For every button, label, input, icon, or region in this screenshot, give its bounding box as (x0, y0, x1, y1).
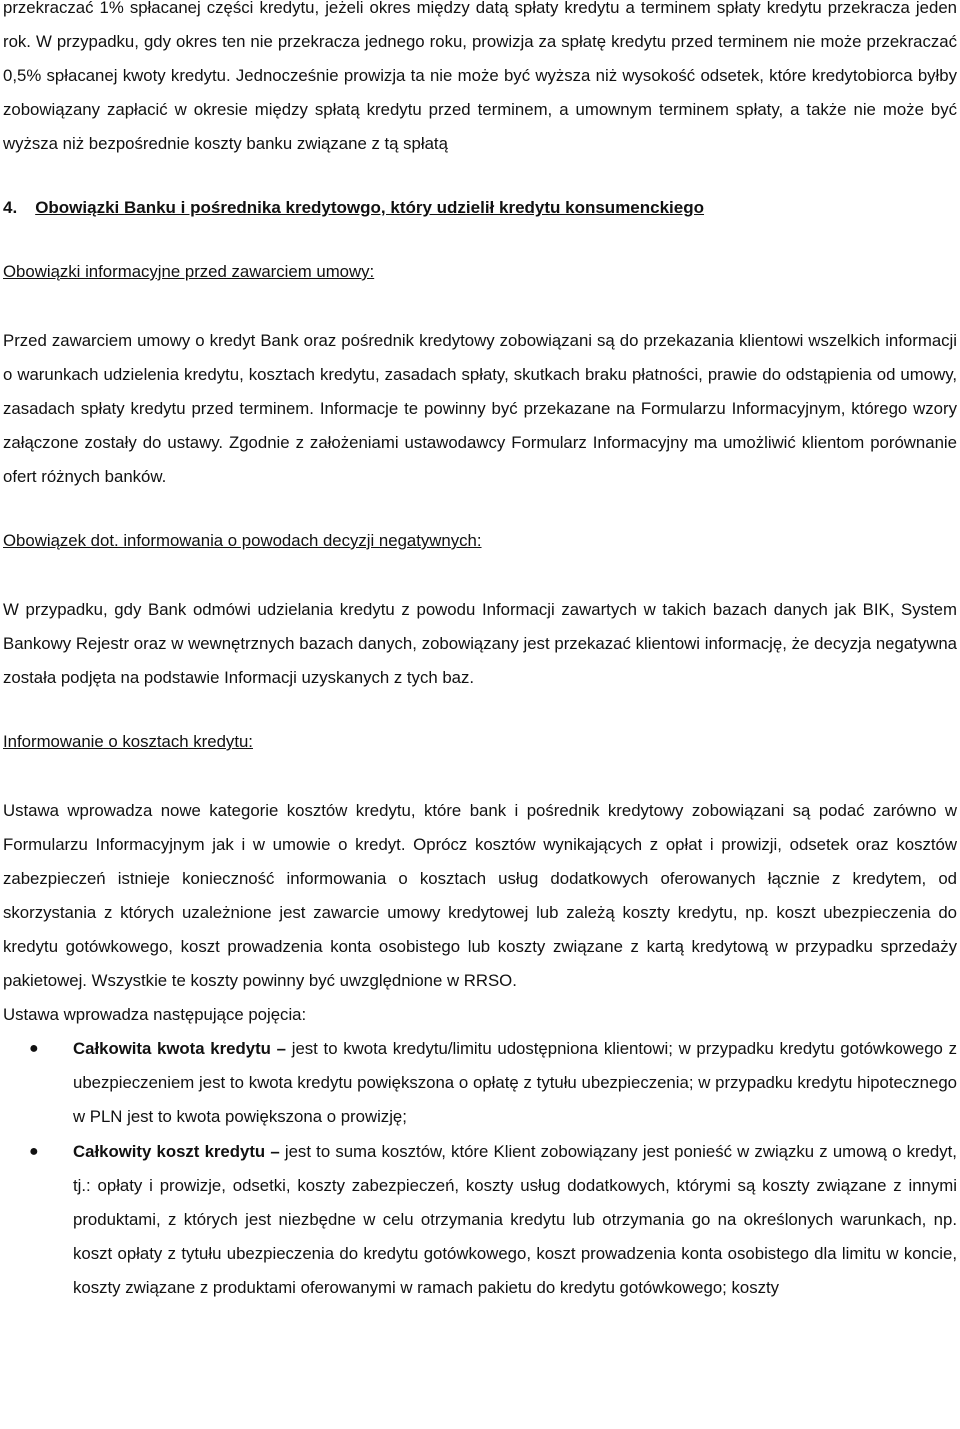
bullet-icon: ● (29, 1143, 39, 1160)
section-title: Obowiązki Banku i pośrednika kredytowgo, który udzielił kredytu konsumenckiego (35, 198, 705, 217)
info-before-paragraph: Przed zawarciem umowy o kredyt Bank oraz pośrednik kredytowy zobowiązani są do przekazania klientowi wszelkich informacji o warunkach udzielenia kredytu, kosztach kredytu, zasadach spłaty, skutkach braku płatności, prawie do odstąpienia od umowy, zasadach spłaty kredytu przed terminem. Informacje te powinny być przekazane na Formularzu Informacyjnym, którego wzory załączone zostały do ustawy. Zgodnie z założeniami ustawodawcy Formularz Informacyjny ma umożliwić klientom porównanie ofert różnych banków. (3, 331, 957, 486)
definition-text: jest to suma kosztów, które Klient zobowiązany jest ponieść w związku z umową o kredyt, tj.: opłaty i prowizje, odsetki, koszty zabezpieczeń, koszty usług dodatkowych, którymi są koszty związane z innymi produktami, z których jest niezbędne w celu otrzymania kredytu lub otrzymania go na określonych warunkach, np. koszt opłaty z tytułu ubezpieczenia do kredytu gotówkowego, koszt prowadzenia konta osobistego dla limitu w koncie, koszty związane z produktami oferowanymi w ramach pakietu do kredytu gotówkowego; koszty (73, 1142, 957, 1297)
info-before-heading: Obowiązki informacyjne przed zawarciem umowy: (3, 262, 375, 281)
document-page (3, 0, 957, 1306)
definition-text: jest to kwota kredytu/limitu udostępniona klientowi; w przypadku kredytu gotówkowego z ubezpieczeniem jest to kwota kredytu powiększona o opłatę z tytułu ubezpieczenia; w przypadku kredytu hipotecznego w PLN jest to kwota powiększona o prowizję; (73, 1039, 957, 1126)
intro-paragraph: przekraczać 1% spłacanej części kredytu, jeżeli okres między datą spłaty kredytu a terminem spłaty kredytu przekracza jeden rok. W przypadku, gdy okres ten nie przekracza jednego roku, prowizja za spłatę kredytu przed terminem nie może przekraczać 0,5% spłacanej kwoty kredytu. Jednocześnie prowizja ta nie może być wyższa niż wysokość odsetek, które kredytobiorca byłby zobowiązany zapłacić w okresie między spłatą kredytu przed terminem, a umownym terminem spłaty, a także nie może być wyższa niż bezpośrednie koszty banku związane z tą spłatą (3, 0, 957, 153)
bullet-icon: ● (29, 1040, 39, 1057)
section-heading (3, 191, 957, 225)
negative-decision-paragraph: W przypadku, gdy Bank odmówi udzielania kredytu z powodu Informacji zawartych w takich bazach danych jak BIK, System Bankowy Rejestr oraz w wewnętrznych bazach danych, zobowiązany jest przekazać klientowi informację, że decyzja negatywna została podjęta na podstawie Informacji uzyskanych z tych baz. (3, 600, 957, 687)
list-item (3, 1135, 957, 1305)
definition-term: Całkowity koszt kredytu (73, 1142, 266, 1161)
negative-decision-heading: Obowiązek dot. informowania o powodach decyzji negatywnych: (3, 531, 482, 550)
credit-costs-heading: Informowanie o kosztach kredytu: (3, 732, 253, 751)
definition-term: Całkowita kwota kredytu (73, 1039, 271, 1058)
concepts-intro: Ustawa wprowadza następujące pojęcia: (3, 1005, 307, 1024)
section-number: 4. (3, 198, 18, 217)
definition-dash: – (276, 1039, 286, 1058)
credit-costs-paragraph: Ustawa wprowadza nowe kategorie kosztów kredytu, które bank i pośrednik kredytowy zobowiązani są podać zarówno w Formularzu Informacyjnym jak i w umowie o kredyt. Oprócz kosztów wynikających z opłat i prowizji, odsetek oraz kosztów zabezpieczeń istnieje konieczność informowania o kosztach usług dodatkowych oferowanych łącznie z kredytem, od skorzystania z których uzależnione jest zawarcie umowy kredytowej lub zależą koszty kredytu, np. koszt ubezpieczenia do kredytu gotówkowego, koszt prowadzenia konta osobistego lub koszty związane z kartą kredytową w przypadku sprzedaży pakietowej. Wszystkie te koszty powinny być uwzględnione w RRSO. (3, 801, 957, 990)
list-item (3, 1032, 957, 1134)
definitions-list (3, 1032, 957, 1305)
definition-dash: – (270, 1142, 280, 1161)
